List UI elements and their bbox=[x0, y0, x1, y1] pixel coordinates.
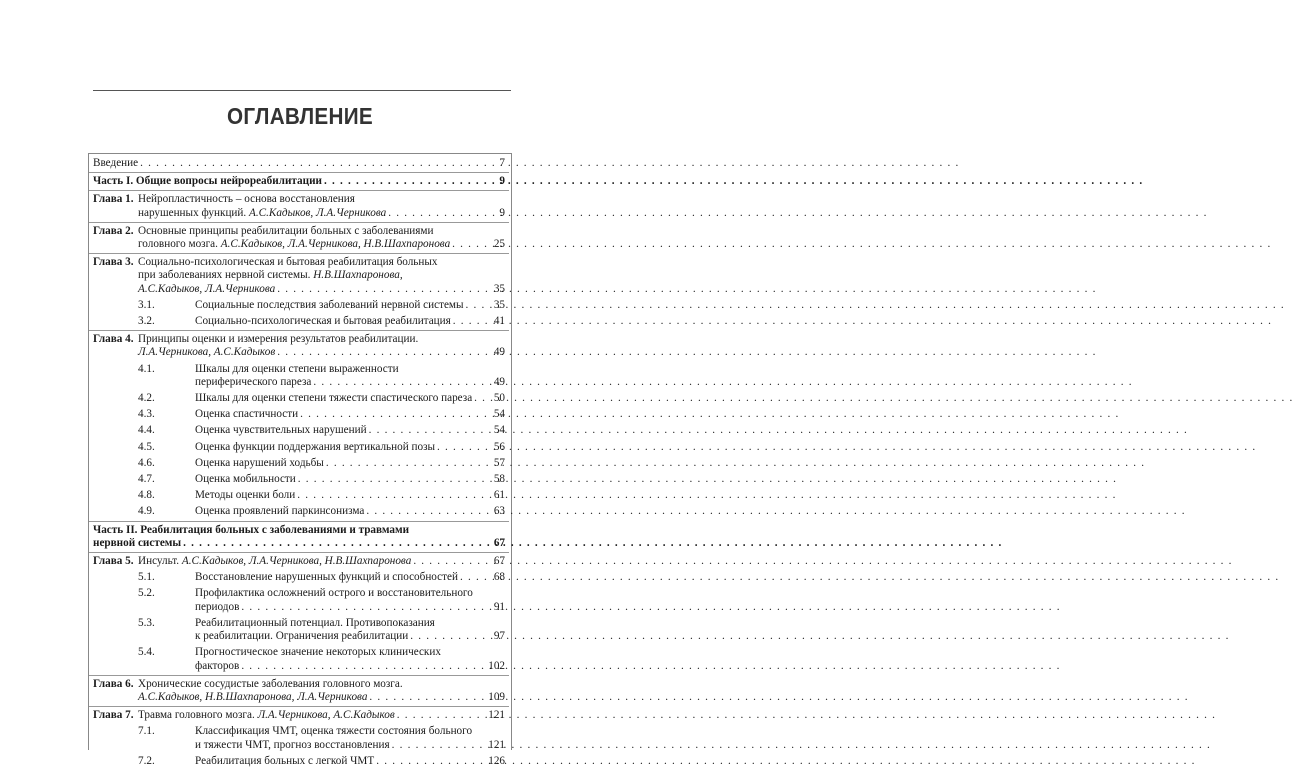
entry-line bbox=[195, 376, 505, 389]
toc-entry-chapter[interactable] bbox=[93, 225, 505, 251]
entry-line-text: Реабилитационный потенциал. Противопоказания bbox=[195, 616, 435, 629]
entry-title bbox=[195, 571, 505, 584]
entry-line-text: Методы оценки боли bbox=[195, 489, 296, 502]
page-number: 121 bbox=[488, 738, 505, 751]
entry-text: Травма головного мозга. bbox=[138, 709, 258, 722]
section-separator bbox=[89, 706, 509, 707]
entry-line-text: и тяжести ЧМТ, прогноз восстановления bbox=[195, 738, 390, 751]
page-number: 67 bbox=[493, 555, 505, 568]
entry-title bbox=[195, 489, 505, 502]
dot-leader bbox=[413, 555, 492, 568]
entry-line-text: к реабилитации. Ограничения реабилитации bbox=[195, 630, 409, 643]
dot-leader bbox=[298, 473, 492, 486]
page-number: 121 bbox=[488, 709, 505, 722]
entry-line-text: Оценка мобильности bbox=[195, 473, 296, 486]
toc-entry-part[interactable] bbox=[93, 524, 505, 550]
entry-line-text: Л.А.Черникова, А.С.Кадыков bbox=[138, 346, 276, 359]
toc-entry-sub[interactable] bbox=[93, 299, 505, 312]
entry-title bbox=[93, 175, 505, 188]
section-number: 4.7. bbox=[138, 473, 155, 486]
section-number: 5.2. bbox=[138, 587, 155, 600]
toc-entry-sub[interactable] bbox=[93, 505, 505, 518]
dot-leader bbox=[241, 601, 491, 614]
dot-leader bbox=[453, 315, 492, 328]
entry-line bbox=[138, 207, 505, 220]
toc-entry-sub[interactable] bbox=[93, 646, 505, 672]
entry-line-text: Принципы оценки и измерения результатов реабилитации. bbox=[138, 333, 419, 346]
toc-entry-chapter[interactable] bbox=[93, 678, 505, 704]
section-number: 5.4. bbox=[138, 646, 155, 659]
entry-line bbox=[195, 299, 505, 312]
section-number: 4.8. bbox=[138, 489, 155, 502]
entry-text: нарушенных функций. bbox=[138, 206, 249, 219]
entry-line-text: Оценка нарушений ходьбы bbox=[195, 456, 324, 469]
page-number: 126 bbox=[488, 754, 505, 767]
entry-line bbox=[195, 408, 505, 421]
entry-line-text: факторов bbox=[195, 659, 240, 672]
toc-entry-sub[interactable] bbox=[93, 571, 505, 584]
toc-entry-chapter[interactable] bbox=[93, 256, 505, 296]
page-number: 35 bbox=[493, 298, 505, 311]
section-number: 3.2. bbox=[138, 315, 155, 328]
entry-title bbox=[195, 363, 505, 389]
entry-title bbox=[138, 709, 505, 722]
entry-line bbox=[195, 315, 505, 328]
entry-title bbox=[195, 587, 505, 613]
entry-line bbox=[138, 238, 505, 251]
entry-line-text: Реабилитация больных с легкой ЧМТ bbox=[195, 754, 375, 767]
entry-line-text: Оценка чувствительных нарушений bbox=[195, 424, 367, 437]
entry-authors: Н.В.Шахпаронова, bbox=[313, 269, 403, 282]
entry-line bbox=[195, 441, 505, 454]
dot-leader bbox=[183, 537, 492, 550]
page-number: 25 bbox=[493, 238, 505, 251]
entry-line-text: Нейропластичность – основа восстановления bbox=[138, 193, 355, 206]
entry-title bbox=[195, 315, 505, 328]
section-number: 5.3. bbox=[138, 616, 155, 629]
entry-title bbox=[195, 424, 505, 437]
entry-line-text bbox=[138, 207, 386, 220]
dot-leader bbox=[376, 755, 486, 768]
page-number: 54 bbox=[493, 408, 505, 421]
page-number: 49 bbox=[493, 346, 505, 359]
section-number: 4.1. bbox=[138, 362, 155, 375]
toc-entry-chapter[interactable] bbox=[93, 193, 505, 219]
dot-leader bbox=[369, 424, 492, 437]
entry-authors: А.С.Кадыков, Л.А.Черникова, Н.В.Шахпаронова bbox=[181, 555, 412, 568]
entry-line-text: Оценка спастичности bbox=[195, 408, 299, 421]
chapter-number: Глава 7. bbox=[93, 709, 134, 722]
page-number: 41 bbox=[493, 315, 505, 328]
dot-leader bbox=[324, 175, 497, 188]
toc-entry-sub[interactable] bbox=[93, 424, 505, 437]
entry-title bbox=[195, 408, 505, 421]
toc-entry-part[interactable] bbox=[93, 175, 505, 188]
section-number: 4.5. bbox=[138, 440, 155, 453]
entry-title bbox=[138, 555, 505, 568]
entry-line bbox=[138, 555, 505, 568]
toc-frame bbox=[88, 153, 512, 767]
entry-line bbox=[195, 739, 505, 752]
entry-line bbox=[195, 473, 505, 486]
entry-line-text: Основные принципы реабилитации больных с заболеваниями bbox=[138, 224, 434, 237]
entry-title bbox=[195, 457, 505, 470]
dot-leader bbox=[437, 441, 492, 454]
page-number: 97 bbox=[493, 630, 505, 643]
toc-entry-sub[interactable] bbox=[93, 489, 505, 502]
page-number: 49 bbox=[493, 375, 505, 388]
chapter-number: Глава 5. bbox=[93, 555, 134, 568]
toc-entry-sub[interactable] bbox=[93, 315, 505, 328]
entry-title bbox=[195, 505, 505, 518]
entry-line-text: Часть II. Реабилитация больных с заболеваниями и травмами bbox=[93, 523, 410, 536]
entry-line bbox=[138, 709, 505, 722]
entry-title bbox=[195, 725, 505, 751]
toc-entry-chapter[interactable] bbox=[93, 555, 505, 568]
toc-entry-chapter[interactable] bbox=[93, 709, 505, 722]
page-number: 67 bbox=[493, 536, 505, 549]
toc-entry-sub[interactable] bbox=[93, 755, 505, 768]
entry-title bbox=[93, 157, 505, 170]
page-number: 57 bbox=[493, 456, 505, 469]
entry-line bbox=[195, 392, 505, 405]
entry-line-text: нервной системы bbox=[93, 536, 182, 549]
dot-leader bbox=[300, 408, 492, 421]
entry-line-text: Социально-психологическая и бытовая реабилитация больных bbox=[138, 256, 438, 269]
toc-entry-sub[interactable] bbox=[93, 587, 505, 613]
entry-line bbox=[195, 571, 505, 584]
page-number: 91 bbox=[493, 600, 505, 613]
page-number: 9 bbox=[499, 206, 505, 219]
chapter-number: Глава 2. bbox=[93, 224, 134, 237]
dot-leader bbox=[460, 571, 492, 584]
entry-text: при заболеваниях нервной системы. bbox=[138, 269, 314, 282]
entry-line bbox=[195, 601, 505, 614]
dot-leader bbox=[466, 299, 492, 312]
toc-entry-sub[interactable] bbox=[93, 457, 505, 470]
entry-title bbox=[195, 441, 505, 454]
page-number: 61 bbox=[493, 489, 505, 502]
section-number: 3.1. bbox=[138, 298, 155, 311]
entry-line bbox=[195, 755, 505, 768]
table-of-contents bbox=[93, 157, 505, 768]
section-number: 7.1. bbox=[138, 725, 155, 738]
dot-leader bbox=[297, 489, 492, 502]
entry-authors: Л.А.Черникова, А.С.Кадыков bbox=[257, 709, 395, 722]
entry-title bbox=[138, 333, 505, 359]
section-separator bbox=[89, 675, 509, 676]
section-number: 4.9. bbox=[138, 505, 155, 518]
entry-line-text: Шкалы для оценки степени выраженности bbox=[195, 362, 399, 375]
chapter-number: Глава 4. bbox=[93, 333, 134, 346]
toc-entry-sub[interactable] bbox=[93, 408, 505, 421]
section-separator bbox=[89, 253, 509, 254]
entry-line-text: А.С.Кадыков, Н.В.Шахпаронова, Л.А.Черникова bbox=[138, 690, 368, 703]
entry-authors: А.С.Кадыков, Л.А.Черникова bbox=[249, 206, 387, 219]
entry-line-text: Часть I. Общие вопросы нейрореабилитации bbox=[93, 175, 322, 188]
entry-line-text: Социальные последствия заболеваний нервной системы bbox=[195, 298, 464, 311]
entry-line-text bbox=[138, 238, 450, 251]
toc-entry-sub[interactable] bbox=[93, 363, 505, 389]
dot-leader bbox=[392, 739, 487, 752]
entry-title bbox=[195, 392, 505, 405]
entry-line bbox=[195, 505, 505, 518]
chapter-number: Глава 1. bbox=[93, 193, 134, 206]
entry-line-text bbox=[138, 555, 411, 568]
entry-line-text: периферического пареза bbox=[195, 375, 312, 388]
entry-title bbox=[138, 193, 505, 219]
entry-line-text: Восстановление нарушенных функций и способностей bbox=[195, 571, 458, 584]
entry-line-text bbox=[138, 269, 505, 282]
page-number: 58 bbox=[493, 473, 505, 486]
section-number: 4.6. bbox=[138, 456, 155, 469]
entry-authors: А.С.Кадыков, Л.А.Черникова, Н.В.Шахпаронова bbox=[220, 238, 451, 251]
entry-line-text: А.С.Кадыков, Л.А.Черникова bbox=[138, 282, 276, 295]
section-separator bbox=[89, 552, 509, 553]
dot-leader bbox=[397, 709, 486, 722]
page-number: 102 bbox=[488, 659, 505, 672]
entry-line-text: Прогностическое значение некоторых клинических bbox=[195, 646, 441, 659]
section-number: 4.3. bbox=[138, 408, 155, 421]
entry-text: Инсульт. bbox=[138, 555, 182, 568]
entry-title bbox=[195, 299, 505, 312]
entry-line bbox=[195, 630, 505, 643]
top-rule bbox=[93, 90, 511, 91]
section-separator bbox=[89, 190, 509, 191]
page-number: 56 bbox=[493, 440, 505, 453]
dot-leader bbox=[452, 238, 492, 251]
entry-title bbox=[138, 678, 505, 704]
entry-line-text bbox=[138, 709, 395, 722]
entry-title bbox=[195, 646, 505, 672]
entry-title bbox=[195, 755, 505, 768]
entry-line bbox=[93, 175, 505, 188]
entry-title bbox=[195, 617, 505, 643]
page-number: 9 bbox=[499, 175, 505, 188]
section-separator bbox=[89, 521, 509, 522]
section-number: 7.2. bbox=[138, 754, 155, 767]
page-number: 54 bbox=[493, 424, 505, 437]
entry-title bbox=[195, 473, 505, 486]
page-number: 7 bbox=[499, 157, 505, 169]
entry-line bbox=[195, 489, 505, 502]
section-number: 4.4. bbox=[138, 424, 155, 437]
entry-title bbox=[138, 225, 505, 251]
chapter-number: Глава 3. bbox=[93, 256, 134, 269]
page-number: 109 bbox=[488, 690, 505, 703]
dot-leader bbox=[277, 346, 492, 359]
entry-line-text: Классификация ЧМТ, оценка тяжести состояния больного bbox=[195, 725, 473, 738]
toc-entry-sub[interactable] bbox=[93, 441, 505, 454]
section-separator bbox=[89, 330, 509, 331]
entry-line-text: Шкалы для оценки степени тяжести спастического пареза bbox=[195, 392, 473, 405]
dot-leader bbox=[369, 691, 486, 704]
section-separator bbox=[89, 172, 509, 173]
dot-leader bbox=[313, 376, 491, 389]
toc-entry-sub[interactable] bbox=[93, 617, 505, 643]
entry-line-text: Введение bbox=[93, 157, 139, 169]
toc-entry-sub[interactable] bbox=[93, 473, 505, 486]
entry-title bbox=[93, 524, 505, 550]
page-title: ОГЛАВЛЕНИЕ bbox=[227, 103, 373, 129]
page-number: 63 bbox=[493, 505, 505, 518]
entry-line bbox=[195, 660, 505, 673]
page-number: 50 bbox=[493, 392, 505, 405]
dot-leader bbox=[326, 457, 492, 470]
entry-line bbox=[93, 537, 505, 550]
section-separator bbox=[89, 222, 509, 223]
toc-entry-sub[interactable] bbox=[93, 725, 505, 751]
page-number: 35 bbox=[493, 282, 505, 295]
entry-line-text: периодов bbox=[195, 600, 240, 613]
entry-line-text: Оценка функции поддержания вертикальной позы bbox=[195, 440, 436, 453]
entry-title bbox=[138, 256, 505, 296]
entry-text: головного мозга. bbox=[138, 238, 221, 251]
page-number: 68 bbox=[493, 571, 505, 584]
entry-line bbox=[138, 283, 505, 296]
entry-line bbox=[138, 346, 505, 359]
section-number: 4.2. bbox=[138, 392, 155, 405]
entry-line-text: Социально-психологическая и бытовая реабилитация bbox=[195, 315, 451, 328]
entry-line-text: Оценка проявлений паркинсонизма bbox=[195, 505, 365, 518]
entry-line-text: Хронические сосудистые заболевания головного мозга. bbox=[138, 677, 403, 690]
dot-leader bbox=[410, 630, 492, 643]
entry-line bbox=[93, 157, 505, 170]
entry-line-text: Профилактика осложнений острого и восстановительного bbox=[195, 587, 473, 600]
dot-leader bbox=[474, 392, 492, 405]
section-number: 5.1. bbox=[138, 571, 155, 584]
toc-entry-plain[interactable] bbox=[93, 157, 505, 170]
dot-leader bbox=[140, 157, 497, 170]
toc-entry-sub[interactable] bbox=[93, 392, 505, 405]
dot-leader bbox=[241, 660, 486, 673]
dot-leader bbox=[366, 505, 491, 518]
dot-leader bbox=[388, 207, 497, 220]
dot-leader bbox=[277, 283, 492, 296]
chapter-number: Глава 6. bbox=[93, 677, 134, 690]
toc-entry-chapter[interactable] bbox=[93, 333, 505, 359]
entry-line bbox=[195, 457, 505, 470]
entry-line bbox=[195, 424, 505, 437]
entry-line bbox=[138, 691, 505, 704]
